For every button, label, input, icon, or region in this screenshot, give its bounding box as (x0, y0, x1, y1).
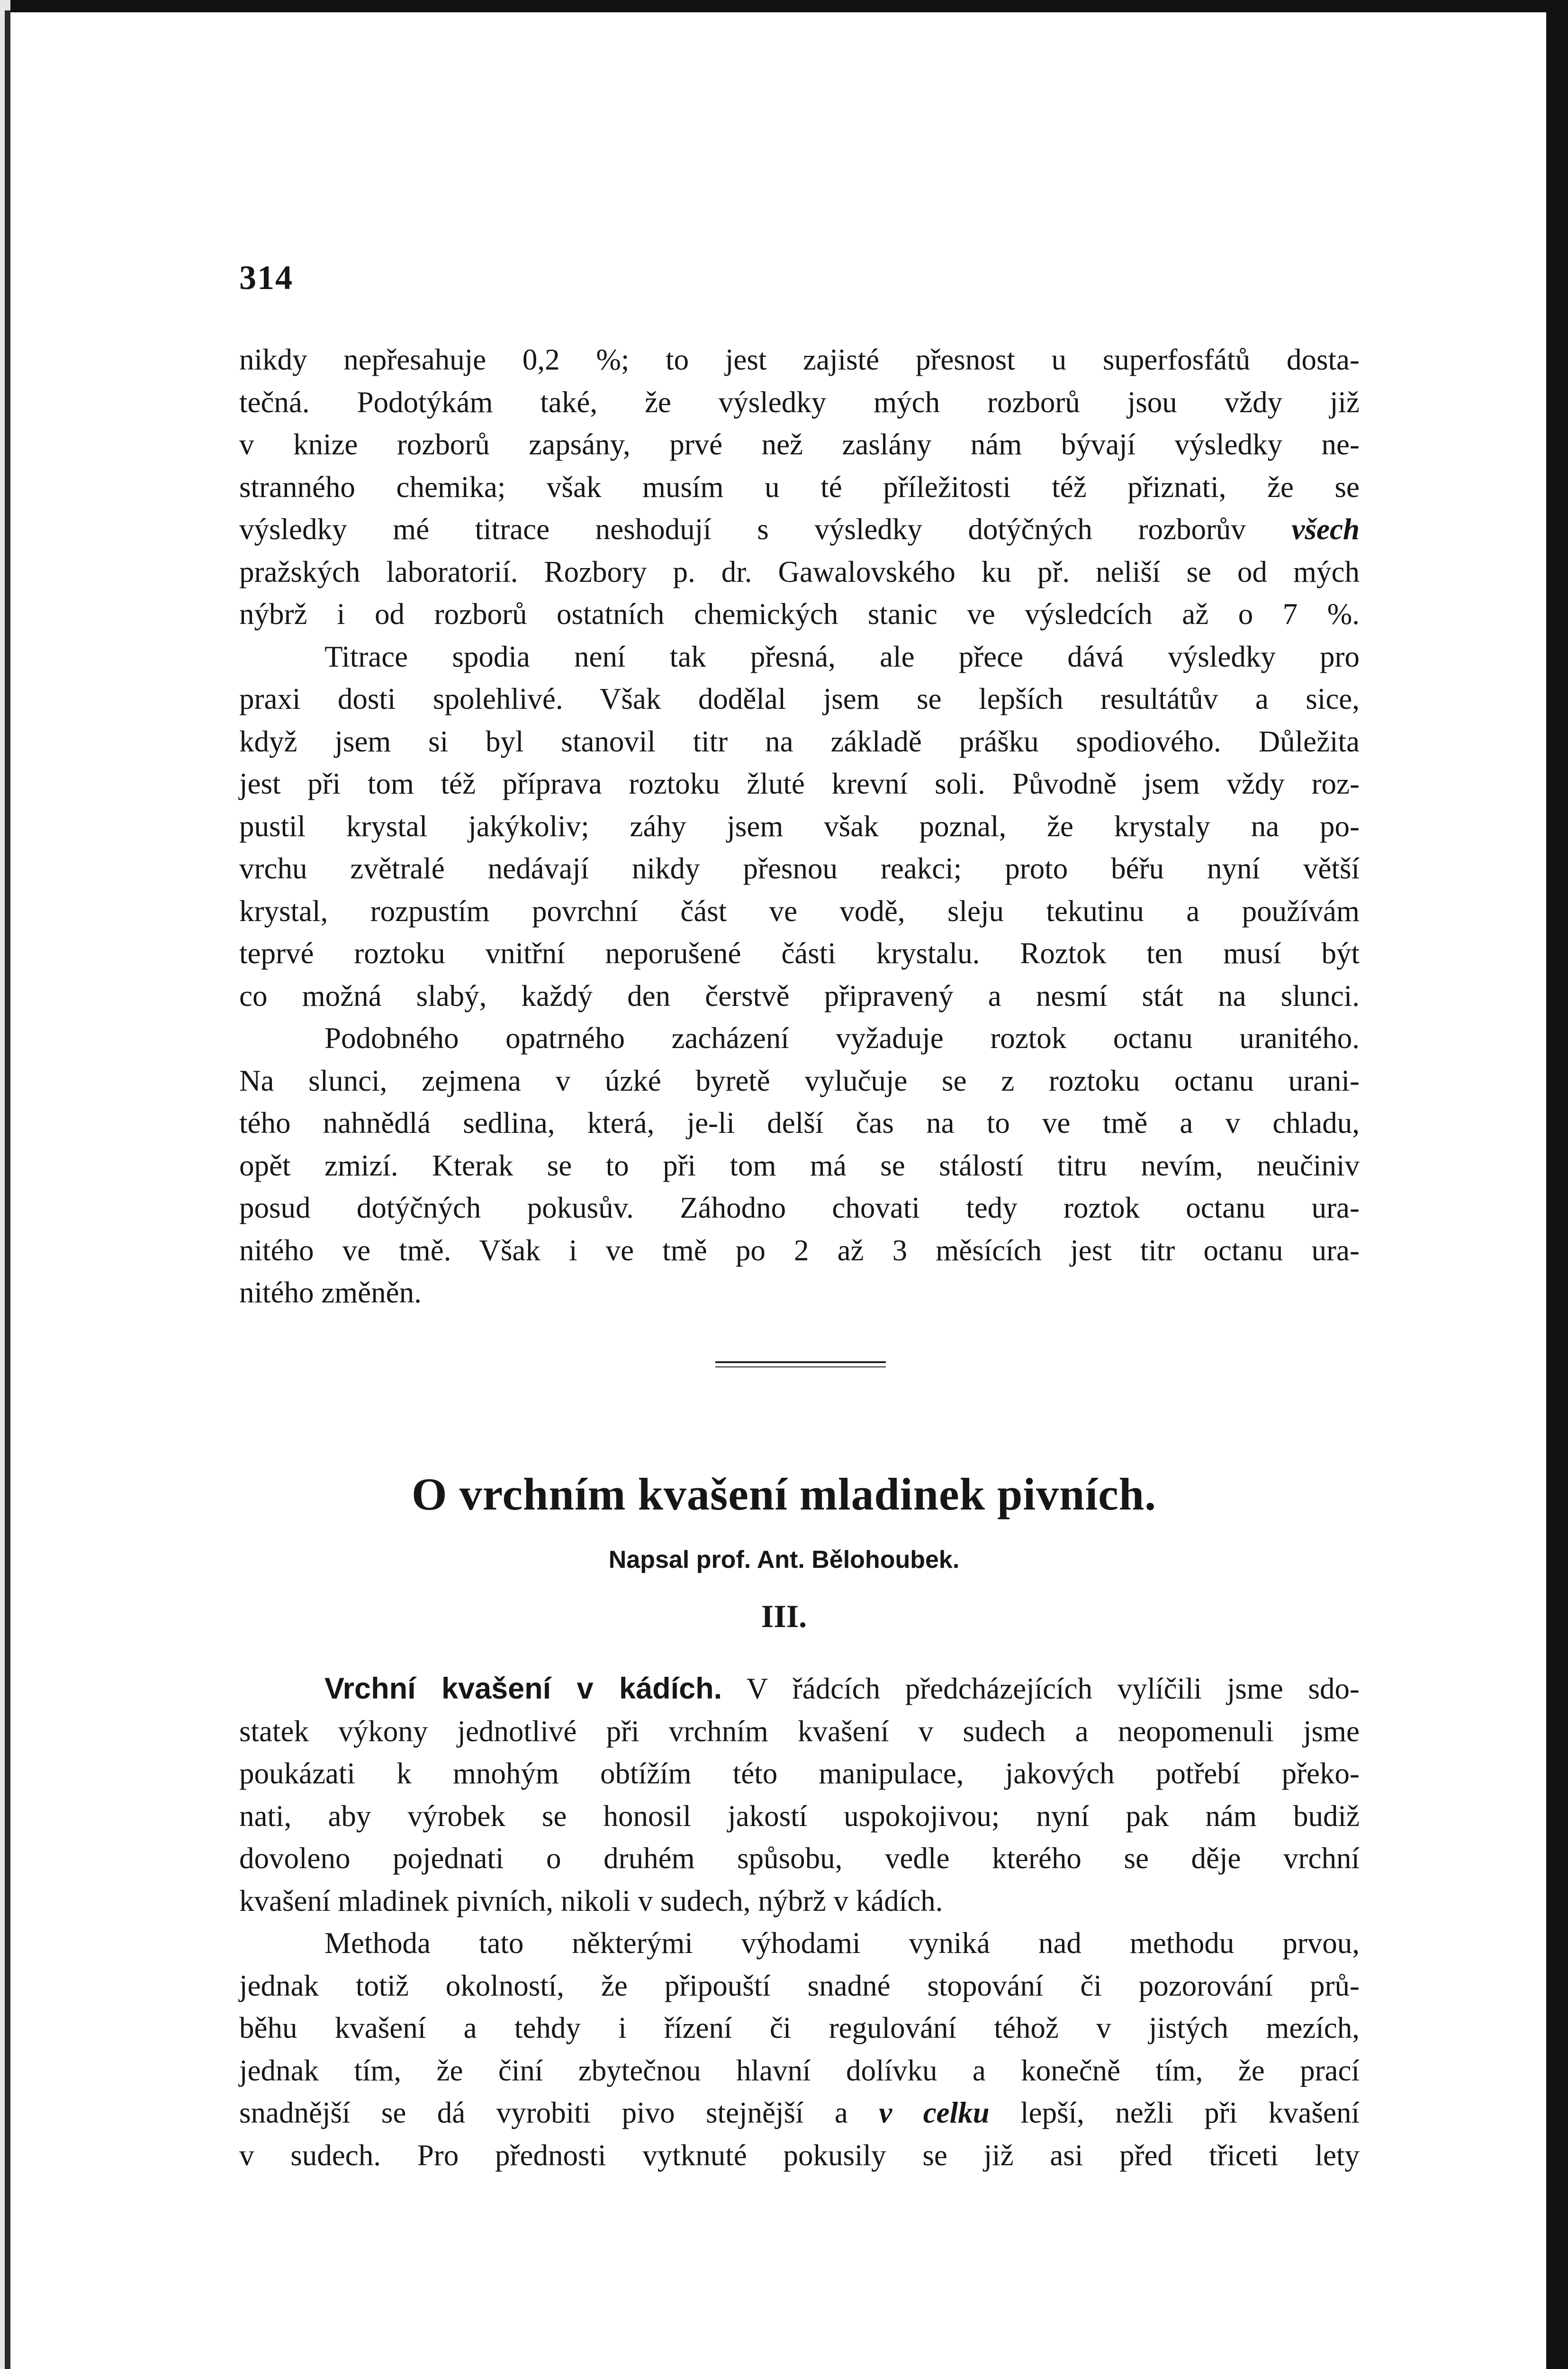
text-line: nitého změněn. (239, 1276, 422, 1309)
article-part-number: III. (761, 1598, 807, 1634)
page-number: 314 (239, 259, 293, 297)
text-fragment: lepší, nežli při kvašení (1020, 2096, 1360, 2129)
italic-phrase: v celku (879, 2096, 990, 2129)
text-fragment: výsledky mé titrace neshodují s výsledky dotýčných rozborův (239, 513, 1246, 546)
text-line: opět zmizí. Kterak se to při tom má se stálostí titru nevím, neučiniv (239, 1148, 1360, 1182)
text-line: krystal, rozpustím povrchní část ve vodě, sleju tekutinu a používám (239, 894, 1360, 928)
scan-edge-right (1546, 0, 1568, 2369)
text-line: co možná slabý, každý den čerstvě připravený a nesmí stát na slunci. (239, 979, 1360, 1013)
article-byline: Napsal prof. Ant. Bělohoubek. (608, 1546, 960, 1573)
text-line (239, 1668, 1360, 1710)
text-line (239, 508, 1360, 551)
italic-word: všech (1291, 513, 1360, 546)
section-divider-thin (715, 1366, 886, 1367)
text-line: tečná. Podotýkám také, že výsledky mých rozborů jsou vždy již (239, 385, 1360, 419)
text-line: v knize rozborů zapsány, prvé než zaslány nám bývají výsledky ne- (239, 428, 1360, 461)
text-line: Na slunci, zejmena v úzké byretě vylučuje se z roztoku octanu urani- (239, 1064, 1360, 1097)
text-line: kvašení mladinek pivních, nikoli v sudech, nýbrž v kádích. (239, 1884, 943, 1917)
text-line: Titrace spodia není tak přesná, ale přece dává výsledky pro (324, 640, 1360, 673)
section-divider (715, 1361, 886, 1363)
text-line: statek výkony jednotlivé při vrchním kvašení v sudech a neopomenuli jsme (239, 1714, 1360, 1748)
text-line: v sudech. Pro přednosti vytknuté pokusily se již asi před třiceti lety (239, 2138, 1360, 2172)
text-line: pustil krystal jakýkoliv; záhy jsem však poznal, že krystaly na po- (239, 809, 1360, 843)
text-fragment: snadnější se dá vyrobiti pivo stejnější a (239, 2096, 848, 2129)
text-line: jest při tom též příprava roztoku žluté krevní soli. Původně jsem vždy roz- (239, 767, 1360, 800)
text-line: dovoleno pojednati o druhém spůsobu, vedle kterého se děje vrchní (239, 1842, 1360, 1875)
text-line: nikdy nepřesahuje 0,2 %; to jest zajisté přesnost u superfosfátů dosta- (239, 343, 1360, 376)
scan-edge-left-shadow (5, 10, 10, 2369)
text-line: stranného chemika; však musím u té příležitosti též přiznati, že se (239, 470, 1360, 504)
section-heading: Vrchní kvašení v kádích. (324, 1672, 722, 1705)
text-line: pražských laboratorií. Rozbory p. dr. Gawalovského ku př. neliší se od mých (239, 555, 1360, 588)
section-2-text (239, 1668, 1360, 2177)
text-line: tého nahnědlá sedlina, která, je-li delší čas na to ve tmě a v chladu, (239, 1106, 1360, 1139)
text-fragment: V řádcích předcházejících vylíčili jsme sdo- (746, 1672, 1360, 1705)
article-title: O vrchním kvašení mladinek pivních. (411, 1469, 1157, 1519)
text-line: Methoda tato některými výhodami vyniká nad methodu prvou, (324, 1926, 1360, 1960)
text-line: poukázati k mnohým obtížím této manipulace, jakových potřebí překo- (239, 1757, 1360, 1790)
text-line: jednak tím, že činí zbytečnou hlavní dolívku a konečně tím, že prací (239, 2053, 1360, 2087)
text-line: běhu kvašení a tehdy i řízení či regulování téhož v jistých mezích, (239, 2011, 1360, 2044)
text-line: Podobného opatrného zacházení vyžaduje roztok octanu uranitého. (324, 1022, 1360, 1055)
section-1-text (239, 339, 1360, 1314)
text-line: jednak totiž okolností, že připouští snadné stopování či pozorování prů- (239, 1969, 1360, 2002)
text-line: posud dotýčných pokusův. Záhodno chovati tedy roztok octanu ura- (239, 1191, 1360, 1224)
text-line: vrchu zvětralé nedávají nikdy přesnou reakci; proto béřu nyní větší (239, 852, 1360, 885)
text-line: teprvé roztoku vnitřní neporušené části krystalu. Roztok ten musí být (239, 937, 1360, 970)
text-line: nýbrž i od rozborů ostatních chemických stanic ve výsledcích až o 7 %. (239, 597, 1360, 631)
text-line: když jsem si byl stanovil titr na základě prášku spodiového. Důležita (239, 724, 1360, 758)
text-line: nitého ve tmě. Však i ve tmě po 2 až 3 měsících jest titr octanu ura- (239, 1233, 1360, 1267)
text-line: praxi dosti spolehlivé. Však dodělal jsem se lepších resultátův a sice, (239, 682, 1360, 715)
scan-edge-top (0, 0, 1568, 12)
text-line (239, 2092, 1360, 2134)
text-line: nati, aby výrobek se honosil jakostí uspokojivou; nyní pak nám budiž (239, 1799, 1360, 1833)
